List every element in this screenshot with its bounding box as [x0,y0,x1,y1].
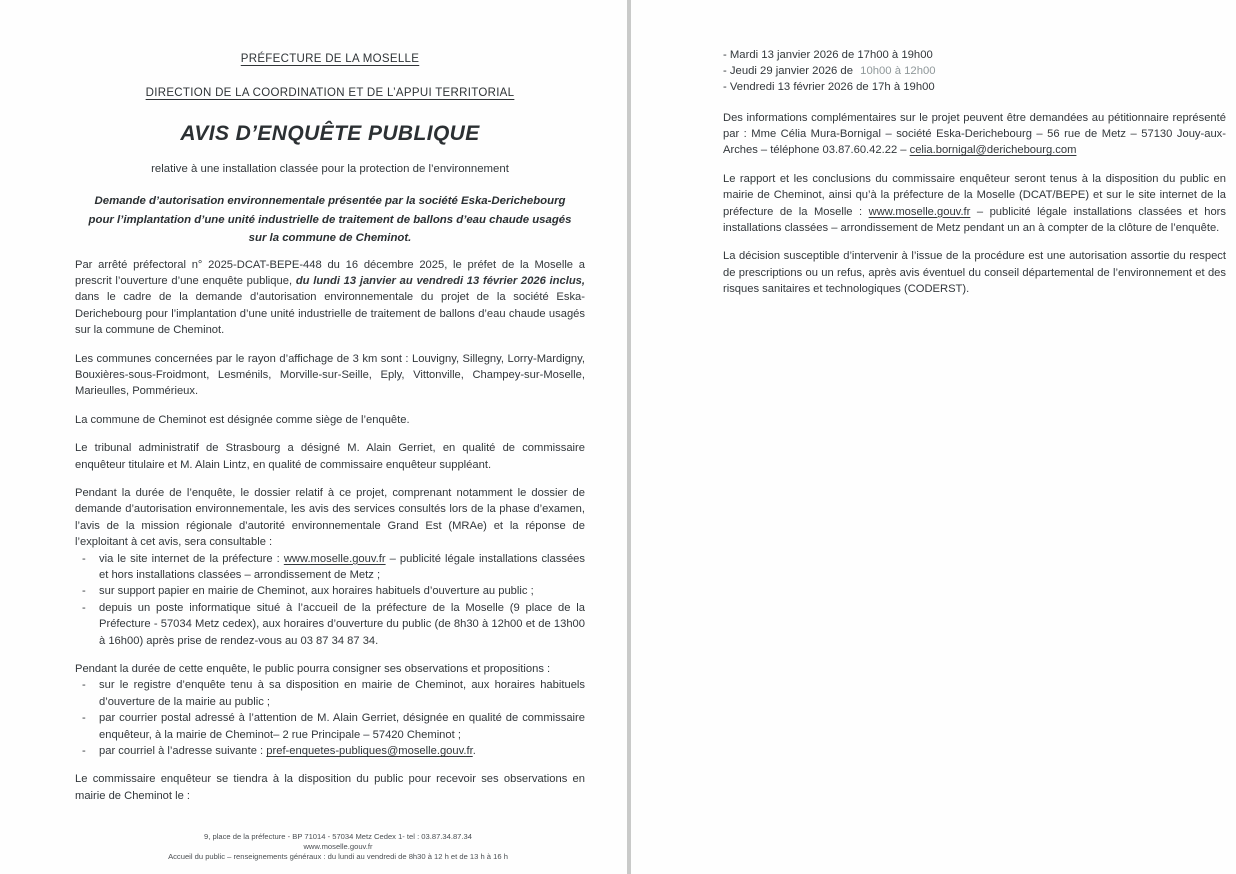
footer-website: www.moselle.gouv.fr [303,842,373,851]
paragraph-communes: Les communes concernées par le rayon d’affichage de 3 km sont : Louvigny, Sillegny, Lorry-Mardigny, Bouxières-sous-Froidmont, Lesménils, Morville-sur-Seille, Eply, Vittonville, Champey-sur-Moselle, Marieulles, Pommérieux. [75,352,585,398]
dash-bullet: - [82,745,86,758]
informations-text-pre: Des informations complémentaires sur le projet peuvent être demandées au pétitionnaire représenté par : Mme Célia Mura-Bornigal – société Eska-Derichebourg – 56 rue de Metz – 57130 Jouy-aux-Arches – téléphone 03.87.60.42.22 – [723,111,1226,157]
dash-bullet: - [82,585,86,598]
dossier-item-text: depuis un poste informatique situé à l’accueil de la préfecture de la Moselle (9 place de la Préfecture - 57034 Metz cedex), aux horaires d’ouverture du public (de 8h30 à 12h00 et de 13h00 à 16h00) après prise de rendez-vous au 03 87 34 87 34. [99,601,585,647]
dash-bullet: - [82,712,86,725]
arrete-text-pre: Par arrêté préfectoral n° 2025-DCAT-BEPE-448 du 16 décembre 2025, le préfet de la Moselle a prescrit l’ouverture d’une enquête publique, [75,258,585,287]
observation-item-post: . [472,745,476,758]
rapport-text-post: – publicité légale installations classées et hors installations classées – arrondissement de Metz pendant un an à compter de la clôture de l’enquête. [723,205,1226,235]
permanence-date-vendredi: - Vendredi 13 février 2026 de 17h à 19h00 [723,81,935,94]
observation-item-pre: par courriel à l’adresse suivante : [99,745,267,758]
paragraph-decision: La décision susceptible d’intervenir à l’issue de la procédure est une autorisation assortie du respect de prescriptions ou un refus, après avis éventuel du conseil départemental de l’environnement et des risques sanitaires et technologiques (CODERST). [723,250,1226,296]
list-item-registre [75,677,585,710]
permanence-date-jeudi-pre: - Jeudi 29 janvier 2026 de [723,65,857,78]
list-item-site-internet [75,551,585,584]
dossier-consultation-list [75,551,585,649]
permanence-date-jeudi [723,63,1226,79]
footer-address: 9, place de la préfecture - BP 71014 - 57034 Metz Cedex 1- tel : 03.87.34.87.34 [204,832,472,841]
paragraph-tribunal: Le tribunal administratif de Strasbourg a désigné M. Alain Gerriet, en qualité de commissaire enquêteur titulaire et M. Alain Lintz, en qualité de commissaire enquêteur suppléant. [75,442,585,471]
direction-heading: DIRECTION DE LA COORDINATION ET DE L’APPUI TERRITORIAL [145,87,515,99]
link-bornigal-email[interactable]: celia.bornigal@derichebourg.com [909,144,1077,157]
notice-subtitle: relative à une installation classée pour la protection de l’environnement [151,163,509,175]
paragraph-siege: La commune de Cheminot est désignée comme siège de l’enquête. [75,413,410,426]
permanence-date-mardi: - Mardi 13 janvier 2026 de 17h00 à 19h00 [723,49,933,61]
dossier-item-text: sur support papier en mairie de Cheminot, aux horaires habituels d’ouverture au public ; [99,585,534,598]
paragraph-rapport [723,171,1226,237]
observations-list [75,677,585,759]
link-moselle-gouv-fr[interactable]: www.moselle.gouv.fr [283,552,386,565]
dash-bullet: - [82,601,86,614]
list-item-courriel [75,743,585,759]
paragraph-permanences-intro: Le commissaire enquêteur se tiendra à la disposition du public pour recevoir ses observations en mairie de Cheminot le : [75,773,585,802]
notice-object: Demande d’autorisation environnementale présentée par la société Eska-Derichebourg pour l’implantation d’une unité industrielle de traitement de ballons d’eau chaude usagés sur la commune de Cheminot. [88,195,572,244]
list-item-courrier-postal [75,710,585,743]
paragraph-arrete [75,257,585,339]
paragraph-observations-intro: Pendant la durée de cette enquête, le public pourra consigner ses observations et propositions : [75,663,551,676]
page-right [631,0,1236,874]
list-item-poste-informatique [75,600,585,649]
dossier-item-pre: via le site internet de la préfecture : [99,552,284,565]
permanence-dates-list [723,47,1226,96]
arrete-text-post: dans le cadre de la demande d’autorisation environnementale du projet de la société Eska-Derichebourg pour l’implantation d’une unité industrielle de traitement de ballons d’eau chaude usagés sur la commune de Cheminot. [75,291,585,337]
enquiry-period-emphasis: du lundi 13 janvier au vendredi 13 février 2026 inclus, [295,274,585,287]
link-pref-enquetes-email[interactable]: pref-enquetes-publiques@moselle.gouv.fr [266,745,473,758]
dash-bullet: - [82,679,86,692]
observation-item-text: par courrier postal adressé à l’attention de M. Alain Gerriet, désignée en qualité de commissaire enquêteur, à la mairie de Cheminot– 2 rue Principale – 57420 Cheminot ; [99,712,585,741]
list-item-support-papier [75,583,585,599]
paragraph-dossier-intro: Pendant la durée de l’enquête, le dossier relatif à ce projet, comprenant notamment le dossier de demande d’autorisation environnementale, les avis des services consultés lors de la phase d’examen, l’avis de la mission régionale d’autorité environnementale Grand Est (MRAe) et la réponse de l’exploitant à cet avis, sera consultable : [75,486,585,549]
notice-title: AVIS D’ENQUÊTE PUBLIQUE [180,122,480,145]
paragraph-informations [723,110,1226,159]
corrected-time-text: 10h00 à 12h00 [860,65,936,78]
rapport-text-pre: Le rapport et les conclusions du commissaire enquêteur seront tenus à la disposition du public en mairie de Cheminot, ainsi qu’à la préfecture de la Moselle (DCAT/BEPE) et sur le site internet de la préfecture de la Moselle : [723,172,1226,218]
dash-bullet: - [82,552,86,565]
footer-hours: Accueil du public – renseignements généraux : du lundi au vendredi de 8h30 à 12 h et de 13 h à 16 h [168,852,508,861]
dossier-item-post: – publicité légale installations classées et hors installations classées – arrondissement de Metz ; [99,552,585,581]
page-footer [88,832,588,862]
link-moselle-gouv-fr-right[interactable]: www.moselle.gouv.fr [868,205,971,218]
prefecture-heading: PRÉFECTURE DE LA MOSELLE [240,53,420,65]
observation-item-text: sur le registre d’enquête tenu à sa disposition en mairie de Cheminot, aux horaires habituels d’ouverture de la mairie au public ; [99,679,585,708]
